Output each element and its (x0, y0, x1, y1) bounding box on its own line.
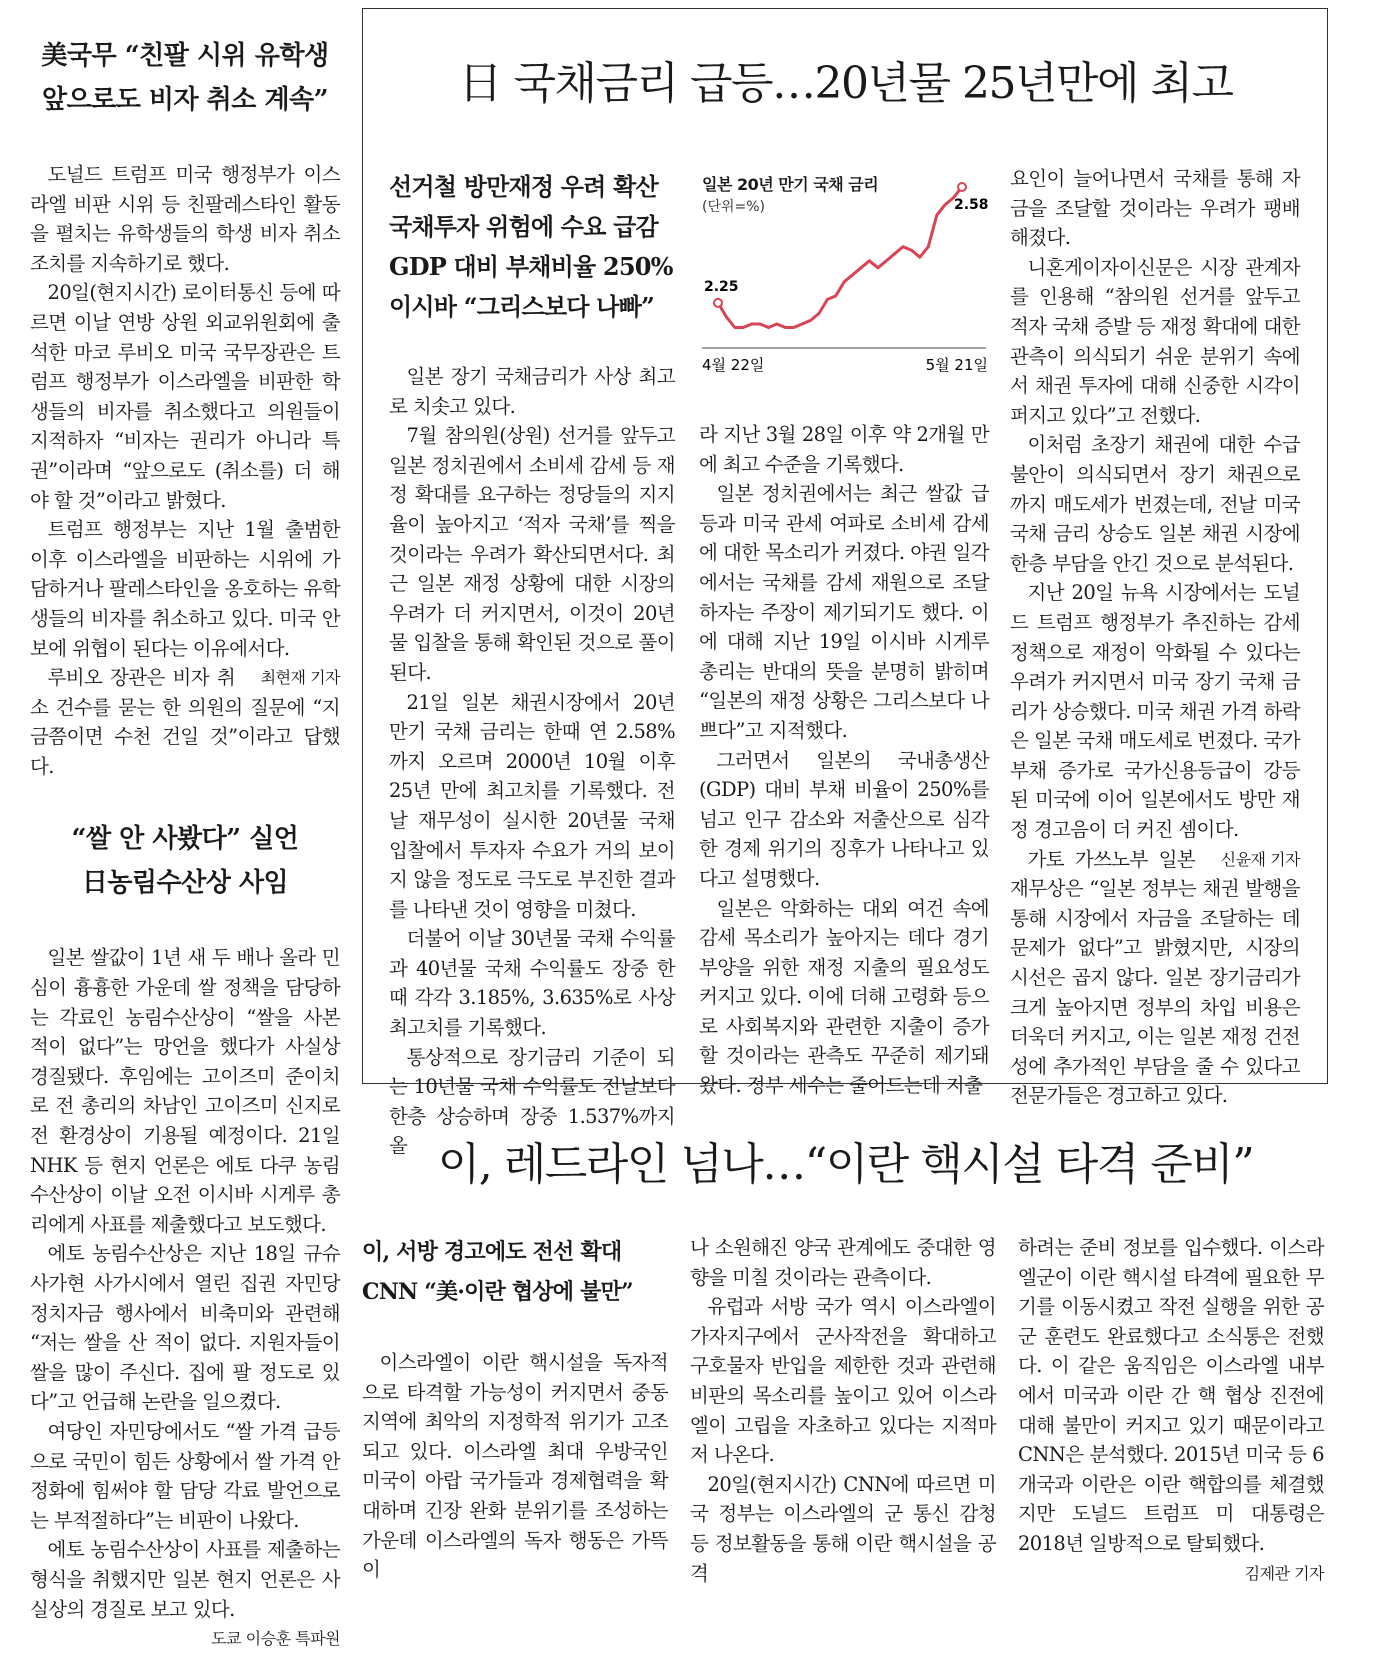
headline-line: 앞으로도 비자 취소 계속” (41, 85, 329, 115)
paragraph: 7월 참의원(상원) 선거를 앞두고 일본 정치권에서 소비세 감세 등 재정 확대를 요구하는 정당들의 지지율이 높아지고 ‘적자 국채’를 찍을 것이라는 우려가 확산되면서다. 최근 일본 재정 상황에 대한 시장의 우려가 더 커지면서, 이것이 20년물 입찰을 통해 확인된 것으로 풀이된다. (389, 424, 675, 684)
chart-unit: (단위=%) (702, 199, 766, 215)
data-label: 2.25 (704, 278, 739, 295)
byline: 신윤재 기자 (1220, 849, 1300, 869)
paragraph: 나 소원해진 양국 관계에도 중대한 영향을 미칠 것이라는 관측이다. (690, 1236, 996, 1289)
headline-line: “쌀 안 사봤다” 실언 (71, 824, 299, 855)
japan-col1 (389, 362, 675, 1161)
paragraph (1018, 1233, 1324, 1583)
story2-body (30, 943, 340, 1653)
x-tick-label: 5월 21일 (925, 356, 988, 374)
paragraph: 요인이 늘어나면서 국채를 통해 자금을 조달할 것이라는 우려가 팽배해졌다. (1010, 167, 1300, 250)
paragraph: 유럽과 서방 국가 역시 이스라엘이 가자지구에서 군사작전을 확대하고 구호물자 반입을 제한한 것과 관련해 비판의 목소리를 높이고 있어 이스라엘이 고립을 자초하고 있다는 지적마저 나온다. (690, 1295, 996, 1467)
data-point (714, 299, 722, 307)
paragraph: 20일(현지시간) CNN에 따르면 미국 정부는 이스라엘의 군 통신 감청 등 정보활동을 통해 이란 핵시설을 공격 (690, 1472, 996, 1585)
chart-title: 일본 20년 만기 국채 금리 (702, 175, 879, 194)
paragraph-text: 하려는 준비 정보를 입수했다. 이스라엘군이 이란 핵시설 타격에 필요한 무기를 이동시켰고 작전 실행을 위한 공군 훈련도 완료했다고 소식통은 전했다. 이 같은 움직임은 이스라엘 내부에서 미국과 이란 간 핵 협상 진전에 대해 불만이 커지고 있기 때문이라고 CNN은 분석했다. 2015년 미국 등 6개국과 이란은 이란 핵합의를 체결했지만 도널드 트럼프 미 대통령은 2018년 일방적으로 탈퇴했다. (1018, 1236, 1324, 1555)
paragraph (1010, 845, 1300, 1111)
story2-headline (30, 817, 340, 905)
story1-body (30, 160, 340, 781)
paragraph: 20일(현지시간) 로이터통신 등에 따르면 이날 연방 상원 외교위원회에 출석한 마코 루비오 미국 국무장관은 트럼프 행정부가 이스라엘을 비판한 학생들의 비자를 취소했다고 의원들이 지적하자 “비자는 권리가 아니라 특권”이라며 “앞으로도 (취소를) 더 해야 할 것”이라고 밝혔다. (30, 281, 340, 512)
paragraph: 그러면서 일본의 국내총생산(GDP) 대비 부채 비율이 250%를 넘고 인구 감소와 저출산으로 심각한 경제 위기의 징후가 나타나고 있다고 설명했다. (699, 748, 989, 890)
left-column (30, 30, 340, 1654)
rate-chart (700, 166, 990, 386)
israel-subheads (362, 1232, 662, 1312)
x-tick-label: 4월 22일 (702, 356, 765, 374)
byline: 최현재 기자 (260, 668, 340, 688)
paragraph: 지난 20일 뉴욕 시장에서는 도널드 트럼프 행정부가 추진하는 감세 정책으로 재정이 악화될 수 있다는 우려가 커지면서 미국 장기 국채 금리가 상승했다. 미국 채권 가격 하락은 일본 국채 매도세로 번졌다. 국가 부채 증가로 국가신용등급이 강등된 미국에 이어 일본에서도 방만 재정 경고음이 더 커진 셈이다. (1010, 581, 1300, 842)
subhead: GDP 대비 부채비율 250% (389, 252, 673, 281)
paragraph: 도널드 트럼프 미국 행정부가 이스라엘 비판 시위 등 친팔레스타인 활동을 펼치는 유학생들의 학생 비자 취소 조치를 지속하기로 했다. (30, 163, 340, 275)
subhead: 이시바 “그리스보다 나빠” (389, 292, 654, 321)
israel-col1 (362, 1348, 668, 1585)
japan-headline: 日 국채금리 급등…20년물 25년만에 최고 (458, 58, 1233, 109)
paragraph-text: 가토 가쓰노부 일본 재무상은 “일본 정부는 채권 발행을 통해 시장에서 자금을 조달하는 데 문제가 없다”고 밝혔지만, 시장의 시선은 곱지 않다. 일본 장기금리가 크게 높아지면 정부의 차입 비용은 더욱더 커지고, 이는 일본 재정 건전성에 추가적인 부담을 줄 수 있다고 전문가들은 경고하고 있다. (1010, 847, 1300, 1108)
chart-svg (700, 166, 990, 386)
subhead: CNN “美·이란 협상에 불만” (362, 1279, 633, 1305)
paragraph: 트럼프 행정부는 지난 1월 출범한 이후 이스라엘을 비판하는 시위에 가담하거나 팔레스타인을 옹호하는 유학생들의 비자를 취소하고 있다. 미국 안보에 위협이 된다는 이유에서다. (30, 518, 340, 660)
israel-col3 (1018, 1233, 1324, 1588)
paragraph: 일본은 악화하는 대외 여건 속에 감세 목소리가 높아지는 데다 경기 부양을 위한 재정 지출의 필요성도 커지고 있다. 이에 더해 고령화 등으로 사회복지와 관련한 지출이 증가할 것이라는 관측도 꾸준히 제기돼 왔다. 정부 세수는 줄어드는데 지출 (699, 896, 989, 1098)
subhead: 이, 서방 경고에도 전선 확대 (362, 1239, 622, 1265)
paragraph: 에토 농림수산상은 지난 18일 규슈 사가현 사가시에서 열린 집권 자민당 정치자금 행사에서 비축미와 관련해 “저는 쌀을 산 적이 없다. 지원자들이 쌀을 많이 주신다. 집에 팔 정도로 있다”고 언급해 논란을 일으켰다. (30, 1242, 340, 1414)
paragraph: 일본 정치권에서는 최근 쌀값 급등과 미국 관세 여파로 소비세 감세에 대한 목소리가 커졌다. 야권 일각에서는 국채를 감세 재원으로 조달하자는 주장이 제기되기도 했다. 이에 대해 지난 19일 이시바 시게루 총리는 반대의 뜻을 분명히 밝히며 “일본의 재정 상황은 그리스보다 나쁘다”고 지적했다. (699, 482, 989, 742)
paragraph: 일본 장기 국채금리가 사상 최고로 치솟고 있다. (389, 365, 675, 418)
series-line (718, 187, 962, 328)
paragraph (30, 663, 340, 781)
paragraph: 21일 일본 채권시장에서 20년 만기 국채 금리는 한때 연 2.58%까지 오르며 2000년 10월 이후 25년 만에 최고치를 기록했다. 전날 재무성이 실시한 20년물 국채 입찰에서 투자자 수요가 거의 보이지 않을 정도로 극도로 부진한 결과를 나타낸 것이 영향을 미쳤다. (389, 690, 675, 921)
subhead: 국채투자 위험에 수요 급감 (389, 212, 658, 241)
paragraph: 통상적으로 장기금리 기준이 되는 10년물 국채 수익률도 전날보다 한층 상승하며 장중 1.537%까지 올 (389, 1045, 675, 1158)
paragraph: 여당인 자민당에서도 “쌀 가격 급등으로 국민이 힘든 상황에서 쌀 가격 안정화에 힘써야 할 담당 각료 발언으로는 부적절하다”는 비판이 나왔다. (30, 1419, 340, 1532)
data-label: 2.58 (954, 197, 989, 214)
story1-headline (30, 34, 340, 122)
paragraph: 더불어 이날 30년물 국채 수익률과 40년물 국채 수익률도 장중 한때 각각 3.185%, 3.635%로 사상 최고치를 기록했다. (389, 927, 675, 1040)
subhead: 선거철 방만재정 우려 확산 (389, 172, 658, 201)
data-point (958, 183, 966, 191)
headline-line: 日농림수산상 사임 (81, 868, 289, 899)
israel-headline: 이, 레드라인 넘나…“이란 핵시설 타격 준비” (437, 1139, 1254, 1190)
japan-subheads (389, 167, 679, 327)
paragraph: 니혼게이자이신문은 시장 관계자를 인용해 “참의원 선거를 앞두고 적자 국채 증발 등 재정 확대에 대한 관측이 의식되기 쉬운 분위기 속에서 채권 투자에 대해 신중한 시각이 퍼지고 있다”고 전했다. (1010, 255, 1300, 427)
byline: 김제관 기자 (1244, 1563, 1324, 1583)
paragraph: 에토 농림수산상이 사표를 제출하는 형식을 취했지만 일본 현지 언론은 사실상의 경질로 보고 있다. (30, 1538, 340, 1621)
paragraph: 일본 쌀값이 1년 새 두 배나 올라 민심이 흉흉한 가운데 쌀 정책을 담당하는 각료인 농림수산상이 “쌀을 사본 적이 없다”는 망언을 했다가 사실상 경질됐다. 후임에는 고이즈미 준이치로 전 총리의 차남인 고이즈미 신지로 전 환경상이 기용될 예정이다. 21일 NHK 등 현지 언론은 에토 다쿠 농림수산상이 이날 오전 이시바 시게루 총리에게 사표를 제출했다고 보도했다. (30, 946, 340, 1236)
paragraph: 이처럼 초장기 채권에 대한 수급 불안이 의식되면서 장기 채권으로까지 매도세가 번졌는데, 전날 미국 국채 금리 상승도 일본 채권 시장에 한층 부담을 안긴 것으로 분석된다. (1010, 433, 1300, 575)
israel-col2 (690, 1233, 996, 1588)
paragraph: 라 지난 3월 28일 이후 약 2개월 만에 최고 수준을 기록했다. (699, 423, 989, 476)
japan-col3 (1010, 164, 1300, 1111)
paragraph: 이스라엘이 이란 핵시설을 독자적으로 타격할 가능성이 커지면서 중동 지역에 최악의 지정학적 위기가 고조되고 있다. 이스라엘 최대 우방국인 미국이 아랍 국가들과 경제협력을 확대하며 긴장 완화 분위기를 조성하는 가운데 이스라엘의 독자 행동은 가뜩이 (362, 1351, 668, 1582)
byline: 도쿄 이승훈 특파원 (211, 1629, 340, 1649)
japan-col2 (699, 420, 989, 1101)
paragraph-text: 루비오 장관은 비자 취소 건수를 묻는 한 의원의 질문에 “지금쯤이면 수천 건일 것”이라고 답했다. (30, 666, 340, 778)
headline-line: 美국무 “친팔 시위 유학생 (41, 41, 329, 71)
